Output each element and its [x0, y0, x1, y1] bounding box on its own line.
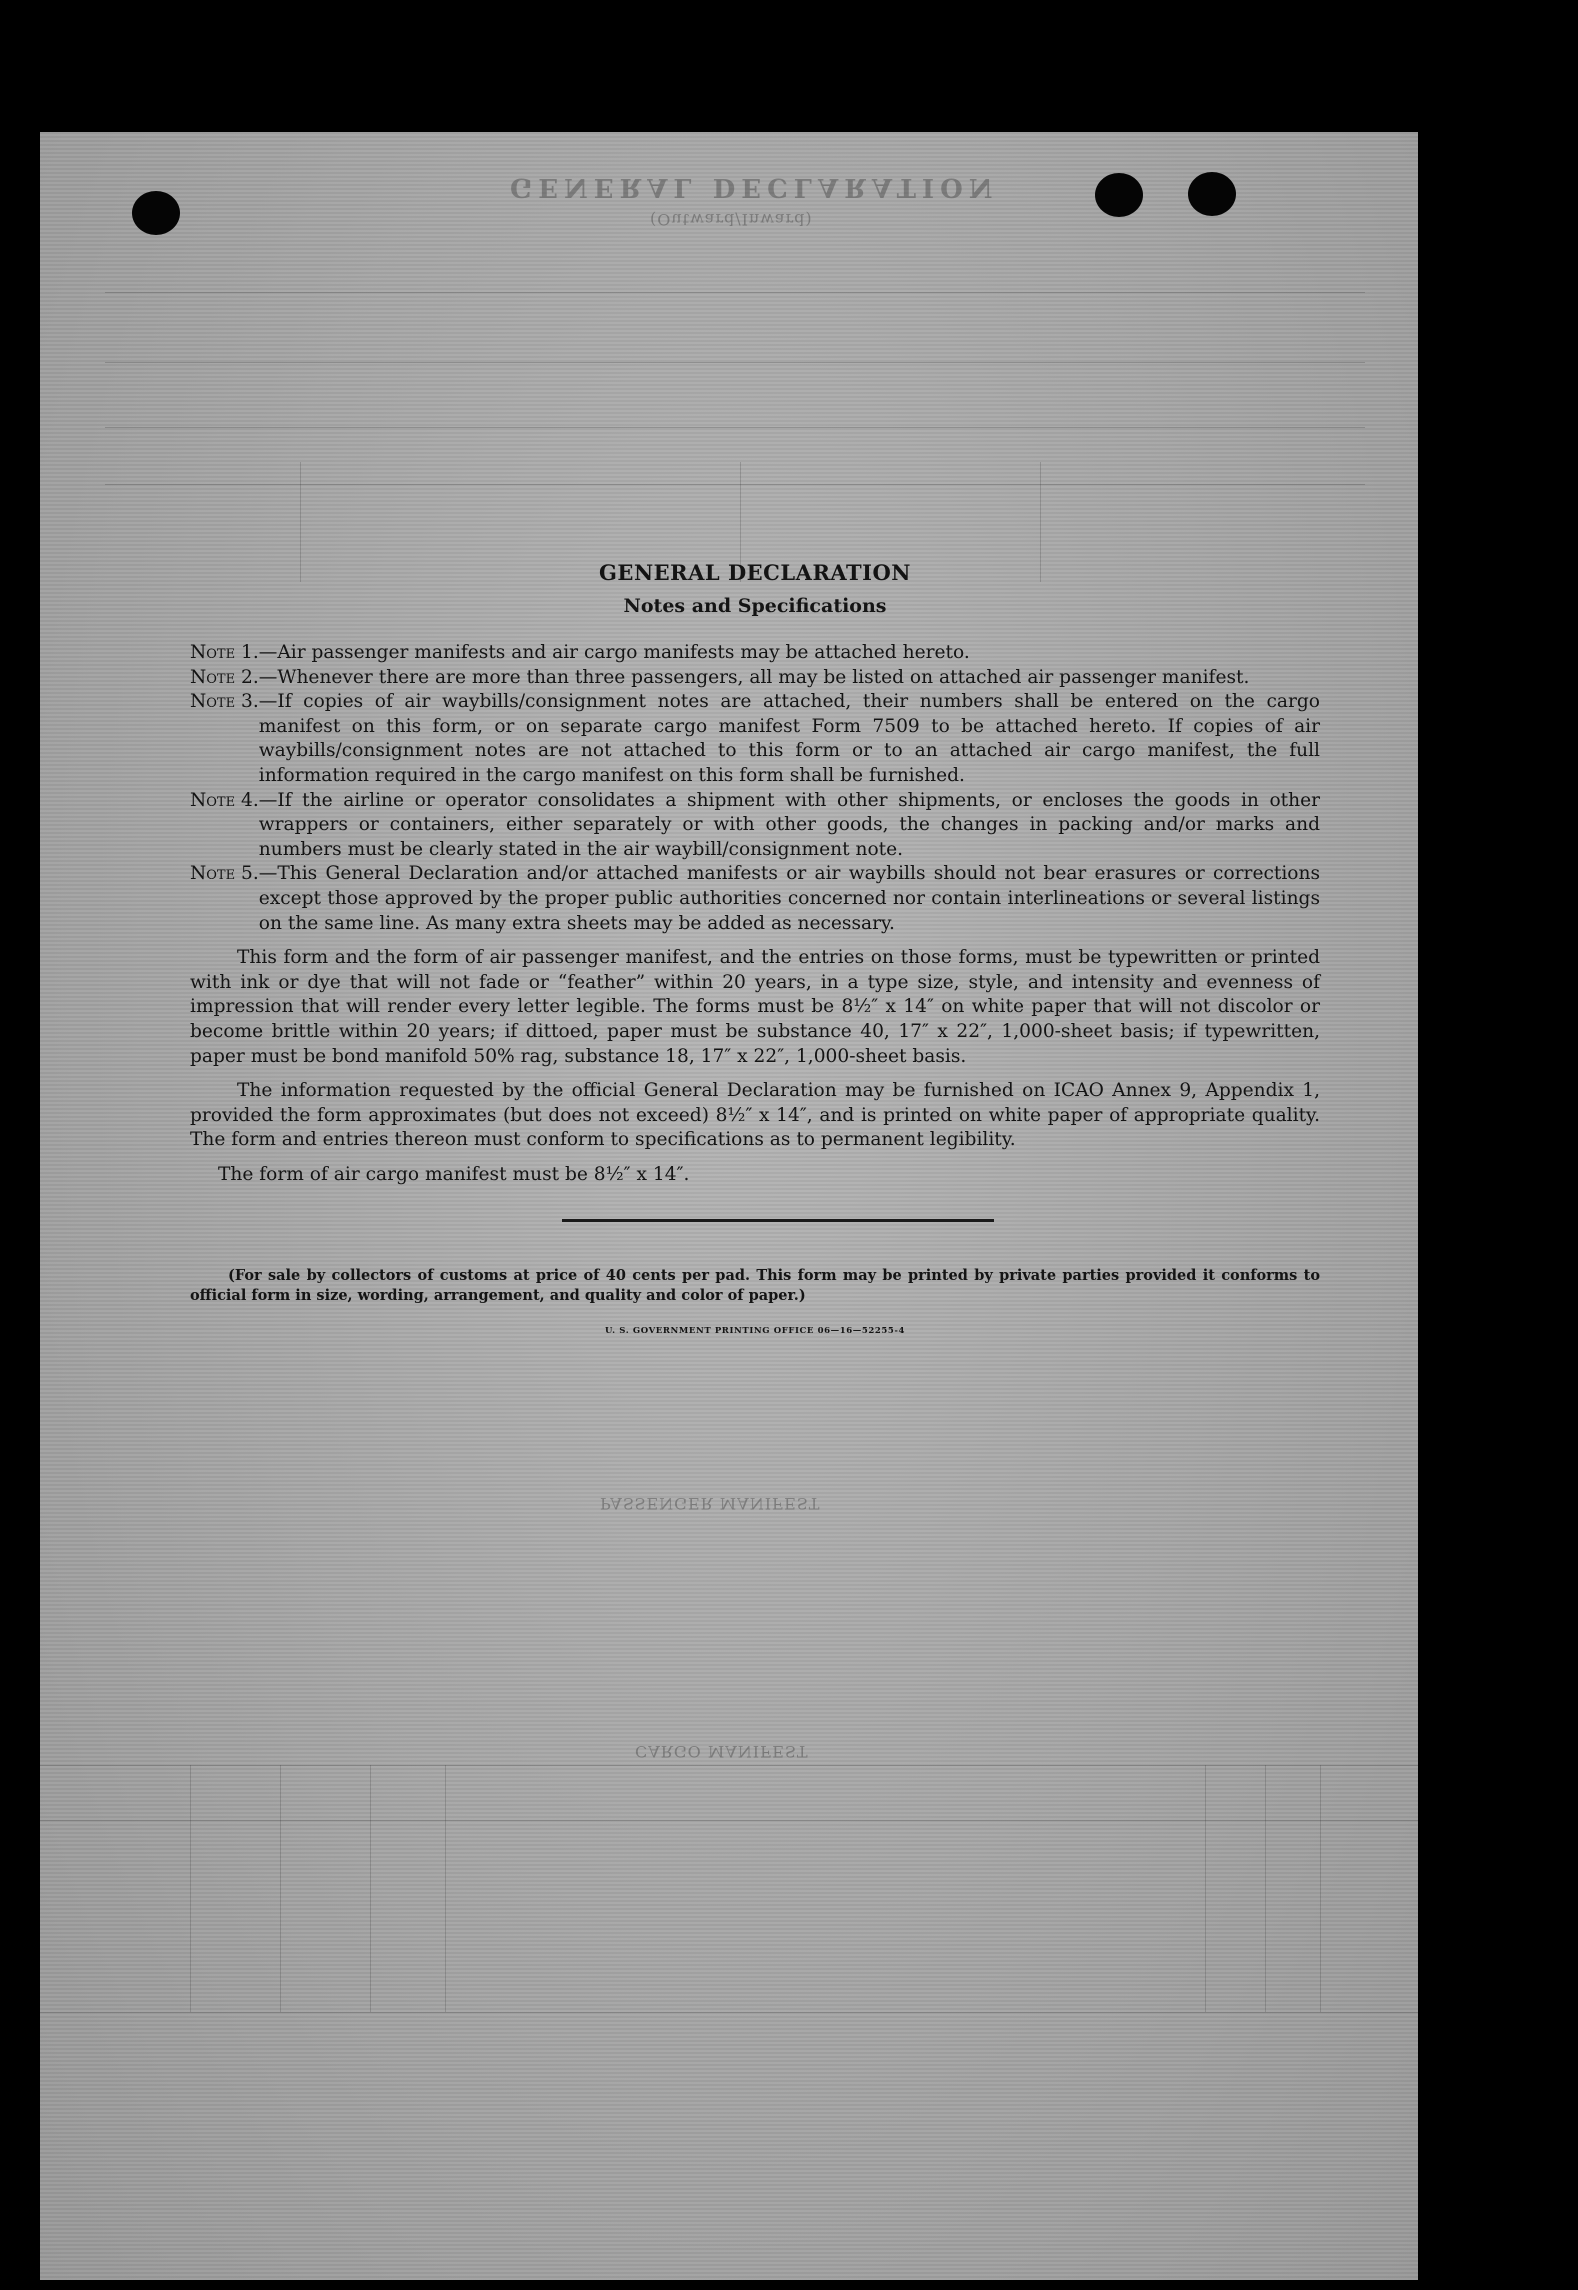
note-5	[190, 862, 1320, 936]
bleed-through-header: GENERAL DECLARATION	[510, 172, 999, 202]
icao-paragraph: The information requested by the official General Declaration may be furnished on ICAO Annex 9, Appendix 1, provided the form approximates (but does not exceed) 8½″ x 14″, and is printed on white paper of appropriate quality. The form and entries thereon must conform to specifications as to permanent legibility.	[190, 1080, 1320, 1151]
note-label: Note 2.	[190, 666, 259, 688]
note-label: Note 4.	[190, 789, 259, 811]
note-label: Note 3.	[190, 691, 259, 713]
divider-rule	[562, 1219, 994, 1222]
note-3	[190, 690, 1320, 788]
bleed-through-header-sub: (Outward/Inward)	[650, 210, 813, 229]
note-text: —If the airline or operator consolidates a shipment with other shipments, or encloses the goods in other wrappers or containers, either separately or with other goods, the changes in packing and/or marks and numbers must be clearly stated in the air waybill/consignment note.	[258, 789, 1320, 860]
bleed-through-passenger-manifest: PASSENGER MANIFEST	[600, 1494, 821, 1513]
punch-hole-right-1	[1095, 173, 1143, 217]
note-1	[190, 641, 1320, 666]
faint-rule	[105, 292, 1365, 293]
note-text: —This General Declaration and/or attached manifests or air waybills should not bear erasures or corrections except those approved by the proper public authorities concerned nor contain interlineations or several listings on the same line. As many extra sheets may be added as necessary.	[258, 863, 1320, 934]
note-label: Note 5.	[190, 863, 259, 885]
punch-hole-left	[132, 191, 180, 235]
faint-column-line	[370, 1765, 371, 2012]
note-text: —If copies of air waybills/consignment notes are attached, their numbers shall be entered on the cargo manifest on this form, or on separate cargo manifest Form 7509 to be attached hereto. If copies of air waybills/consignment notes are not attached to this form or to an attached air cargo manifest, the full information required in the cargo manifest on this form shall be furnished.	[258, 691, 1320, 786]
faint-column-line	[1205, 1765, 1206, 2012]
form-requirements-paragraph: This form and the form of air passenger manifest, and the entries on those forms, must be typewritten or printed with ink or dye that will not fade or “feather” within 20 years, in a type size, style, and intensity and evenness of impression that will render every letter legible. The forms must be 8½″ x 14″ on white paper that will not discolor or become brittle within 20 years; if dittoed, paper must be substance 40, 17″ x 22″, 1,000-sheet basis; if typewritten, paper must be bond manifold 50% rag, substance 18, 17″ x 22″, 1,000-sheet basis.	[190, 947, 1320, 1067]
faint-column-line	[1320, 1765, 1321, 2012]
printer-imprint: U. S. GOVERNMENT PRINTING OFFICE 06—16—52255-4	[604, 1326, 906, 1337]
faint-column-line	[445, 1765, 446, 2012]
punch-hole-right-2	[1188, 172, 1236, 216]
note-4	[190, 789, 1320, 863]
faint-rule	[40, 1765, 1418, 1766]
faint-rule	[40, 2012, 1418, 2013]
cargo-manifest-size-paragraph: The form of air cargo manifest must be 8½″ x 14″.	[218, 1163, 690, 1185]
faint-rule	[105, 427, 1365, 428]
document-title: GENERAL DECLARATION	[599, 560, 911, 585]
note-text: —Whenever there are more than three passengers, all may be listed on attached air passenger manifest.	[258, 666, 1250, 688]
note-label: Note 1.	[190, 642, 259, 663]
bleed-through-cargo-manifest: CARGO MANIFEST	[635, 1742, 809, 1761]
faint-rule	[40, 1820, 1418, 1821]
faint-rule	[105, 362, 1365, 363]
faint-column-line	[190, 1765, 191, 2012]
declaration-notes	[190, 560, 1320, 1336]
sale-notice: (For sale by collectors of customs at price of 40 cents per pad. This form may be printed by private parties provided it conforms to official form in size, wording, arrangement, and quality and color of paper.)	[190, 1267, 1320, 1305]
note-2	[190, 666, 1320, 691]
faint-rule	[105, 484, 1365, 485]
faint-column-line	[1265, 1765, 1266, 2012]
document-subtitle: Notes and Specifications	[623, 595, 887, 617]
document-page	[40, 132, 1418, 2280]
faint-column-line	[280, 1765, 281, 2012]
note-text: —Air passenger manifests and air cargo manifests may be attached hereto.	[258, 642, 970, 663]
